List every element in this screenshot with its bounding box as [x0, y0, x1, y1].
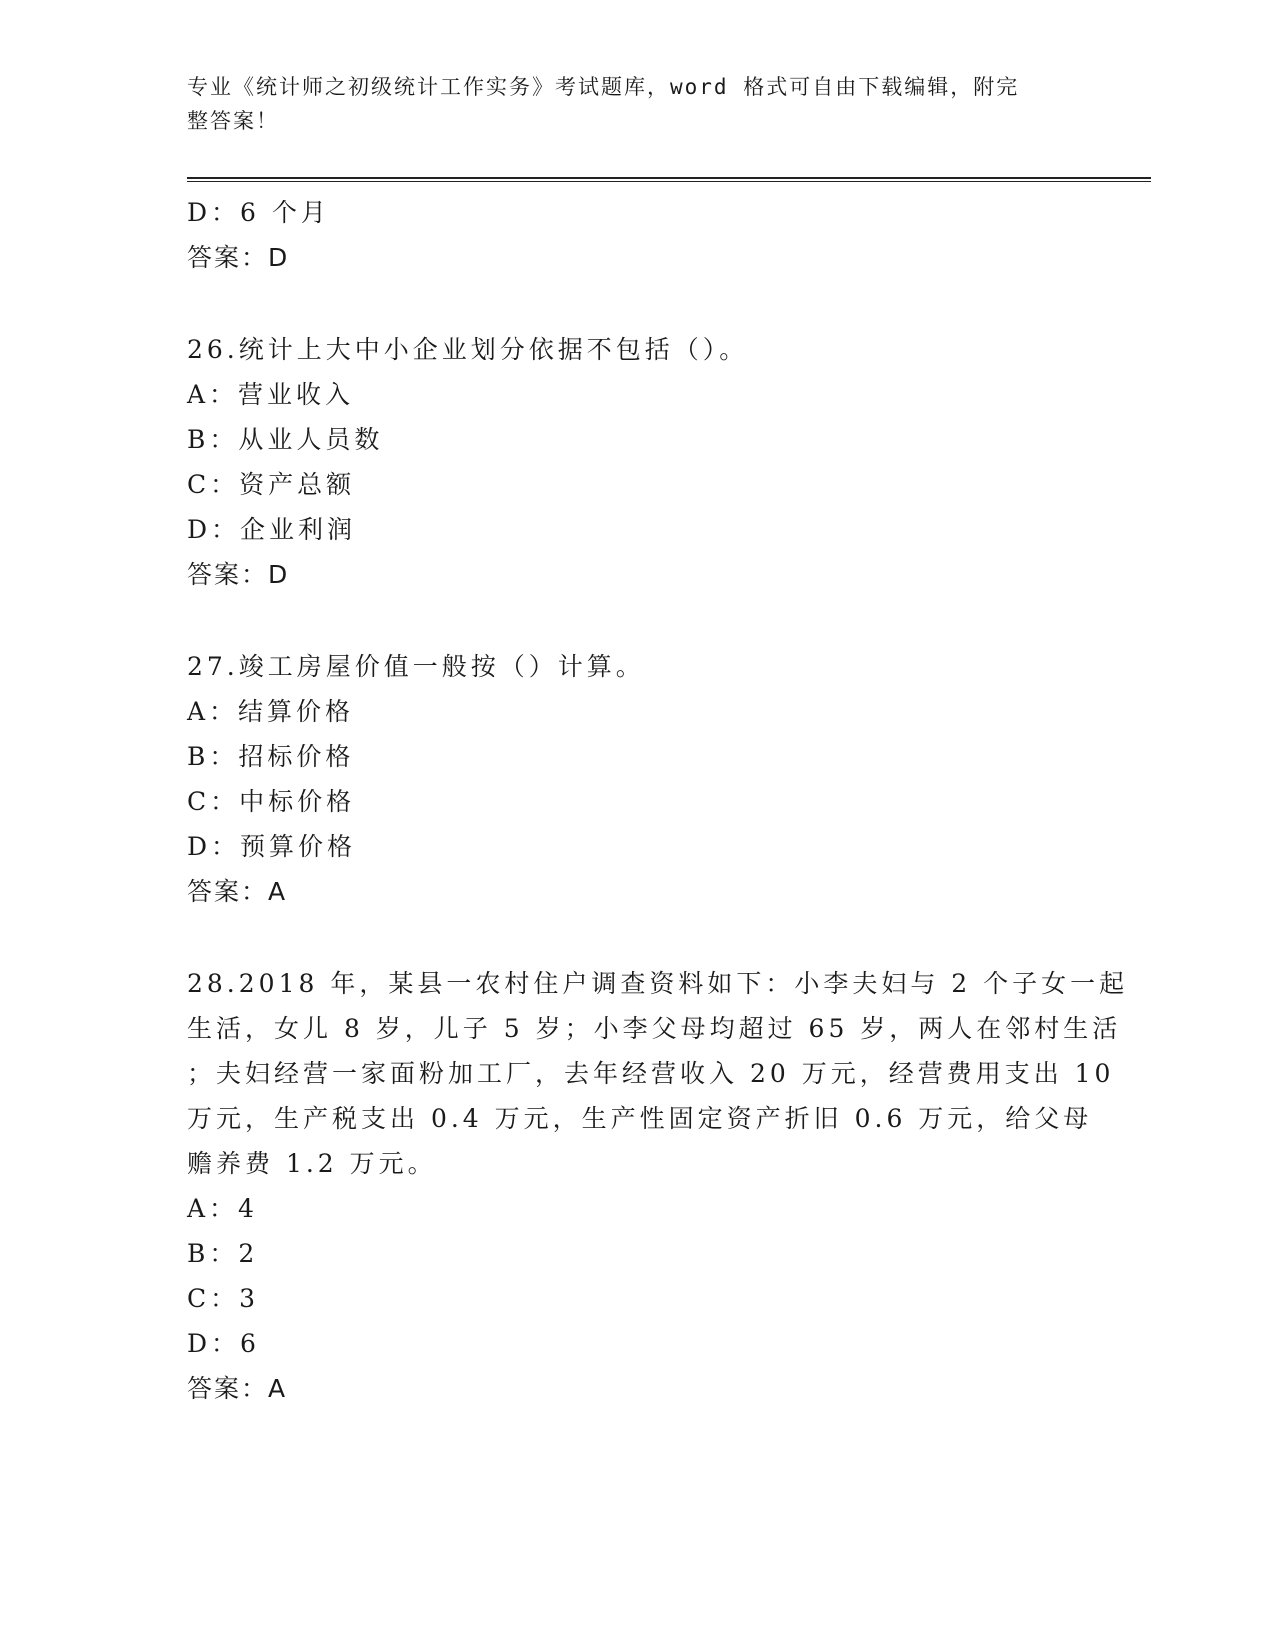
header-line-2: 整答案！: [187, 109, 279, 133]
header-rule-thin: [187, 181, 1151, 182]
spacer: [187, 914, 1087, 961]
question-content: [187, 190, 1129, 1411]
header-rule-thick: [187, 177, 1151, 179]
header-line-1: 专业《统计师之初级统计工作实务》考试题库，word 格式可自由下载编辑，附完: [187, 75, 1020, 99]
q28-option-b: B：2: [187, 1239, 259, 1268]
q27-option-c: C：中标价格: [187, 787, 356, 816]
q26-option-b: B：从业人员数: [187, 425, 384, 454]
q27-option-a: A：结算价格: [187, 697, 355, 726]
q28-stem-line: ；夫妇经营一家面粉加工厂，去年经营收入 20 万元，经营费用支出 10: [187, 1059, 1115, 1088]
q28-stem-line: 生活，女儿 8 岁，儿子 5 岁；小李父母均超过 65 岁，两人在邻村生活: [187, 1014, 1122, 1043]
q26-option-d: D：企业利润: [187, 515, 357, 544]
prev-answer: 答案：D: [187, 243, 290, 272]
q28-stem-line: 万元，生产税支出 0.4 万元，生产性固定资产折旧 0.6 万元，给父母: [187, 1104, 1093, 1133]
q26-option-c: C：资产总额: [187, 470, 356, 499]
q28-option-d: D：6: [187, 1329, 260, 1358]
document-header: [187, 70, 1067, 138]
q26-option-a: A：营业收入: [187, 380, 355, 409]
spacer: [187, 280, 1087, 327]
q28-stem-line: 赡养费 1.2 万元。: [187, 1149, 437, 1178]
q27-option-b: B：招标价格: [187, 742, 355, 771]
prev-option-d: D：6 个月: [187, 198, 330, 227]
q27-option-d: D：预算价格: [187, 832, 357, 861]
q27-answer: 答案：A: [187, 877, 288, 906]
q28-stem-line: 28.2018 年，某县一农村住户调查资料如下：小李夫妇与 2 个子女一起: [187, 969, 1129, 998]
spacer: [187, 597, 1087, 644]
q27-stem: 27.竣工房屋价值一般按（）计算。: [187, 652, 645, 681]
q26-answer: 答案：D: [187, 560, 290, 589]
q28-option-c: C：3: [187, 1284, 260, 1313]
q28-answer: 答案：A: [187, 1374, 288, 1403]
q28-stem: [187, 961, 1129, 1186]
q26-stem: 26.统计上大中小企业划分依据不包括（）。: [187, 335, 749, 364]
q28-option-a: A：4: [187, 1194, 258, 1223]
